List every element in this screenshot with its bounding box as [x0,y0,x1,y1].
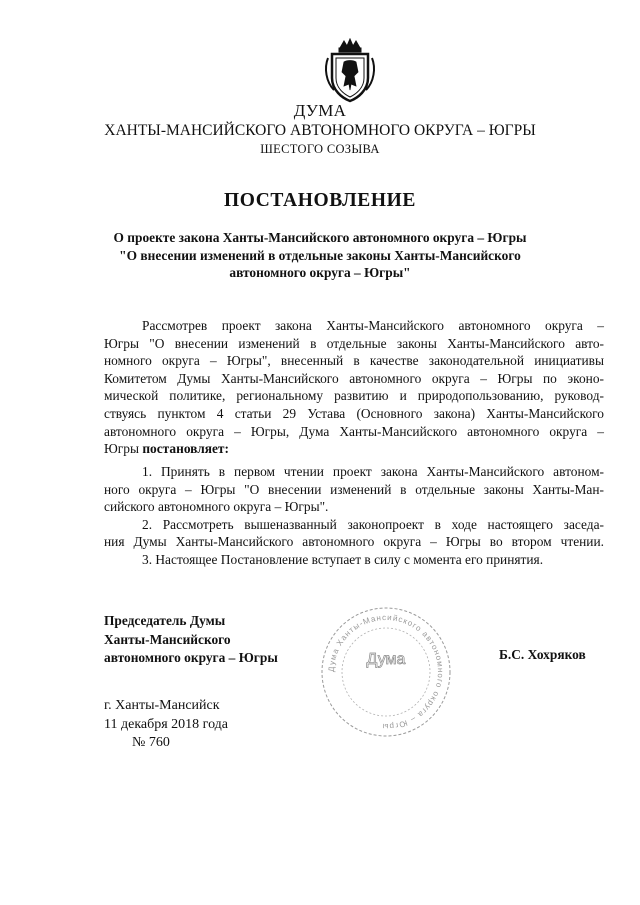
svg-text:Дума Ханты-Мансийского автоном [327,613,445,731]
preamble-line: мической политике, региональному развитию и природопользованию, руковод- [104,388,604,404]
signatory-title-line: автономного округа – Югры [104,650,278,666]
preamble-line: номного округа – Югры", внесенный в качестве законодательной инициативы [104,353,604,369]
issuer-region: ХАНТЫ-МАНСИЙСКОГО АВТОНОМНОГО ОКРУГА – ЮГРЫ [104,122,536,139]
stamp-center-text: Дума [366,651,406,668]
signatory-title-line: Ханты-Мансийского [104,631,231,647]
preamble-line: автономного округа – Югры, Дума Ханты-Мансийского автономного округа – [104,423,604,439]
preamble-tail: Югры [104,441,139,457]
document-type: ПОСТАНОВЛЕНИЕ [223,190,417,211]
item-line: 2. Рассмотреть вышеназванный законопроект в ходе настоящего заседа- [142,516,604,532]
preamble-line: Комитетом Думы Ханты-Мансийского автономного округа – Югры по эконо- [104,370,604,386]
preamble-line: Рассмотрев проект закона Ханты-Мансийского автономного округа – [142,318,604,333]
issue-city: г. Ханты-Мансийск [104,698,220,713]
preamble-paragraph [104,317,604,458]
item-line: 3. Настоящее Постановление вступает в силу с момента его принятия. [142,551,544,567]
preamble-line [104,440,604,458]
signatory-title-line: Председатель Думы [104,613,226,628]
issuer-convocation: ШЕСТОГО СОЗЫВА [260,142,380,156]
official-stamp [316,602,456,742]
item-line: ния Думы Ханты-Мансийского автономного округа – Югры во втором чтении. [104,534,604,550]
subject-line: "О внесении изменений в отдельные законы Ханты-Мансийского [119,247,521,263]
item-line: ного округа – Югры "О внесении изменений в отдельные законы Ханты-Ман- [104,481,604,497]
preamble-line: ствуясь пунктом 4 статьи 29 Устава (Основного закона) Ханты-Мансийского [104,405,604,421]
preamble-line: Югры "О внесении изменений в отдельные законы Ханты-Мансийского авто- [104,335,604,351]
stamp-ring-text: Дума Ханты-Мансийского автономного округа – Югры [326,612,446,732]
resolution-items [104,463,604,569]
subject-line: автономного округа – Югры" [229,265,411,280]
item-line: сийского автономного округа – Югры". [104,499,329,515]
issuer-title: ДУМА [293,101,347,120]
subject-line: О проекте закона Ханты-Мансийского автономного округа – Югры [113,230,527,245]
issue-date: 11 декабря 2018 года [104,716,229,732]
signatory-name: Б.С. Хохряков [499,647,586,662]
coat-of-arms-icon [318,38,382,104]
resolves-word: постановляет: [142,441,229,457]
signatory-title [104,612,278,668]
document-subject [100,229,540,282]
issue-details [104,697,228,753]
item-line: 1. Принять в первом чтении проект закона Ханты-Мансийского автоном- [142,464,604,479]
document-number: № 760 [132,735,170,751]
